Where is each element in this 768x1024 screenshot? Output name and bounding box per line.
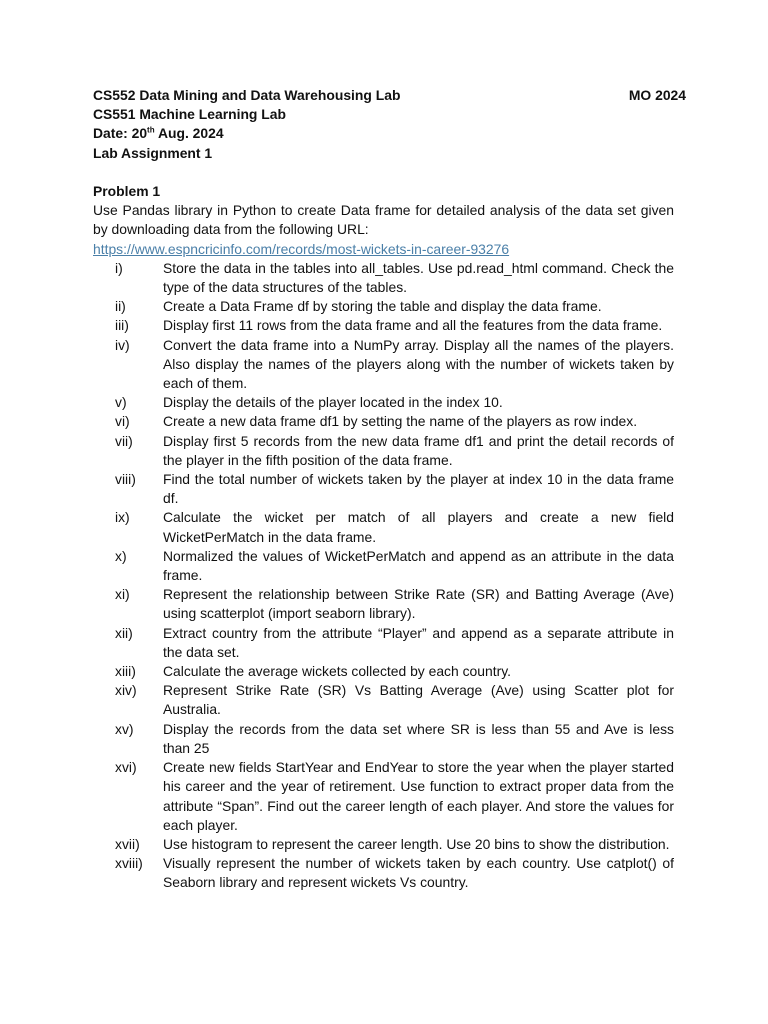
task-text: Normalized the values of WicketPerMatch and append as an attribute in the data frame. [163, 547, 674, 584]
task-item [93, 835, 674, 854]
task-text: Visually represent the number of wickets taken by each country. Use catplot() of Seaborn library and represent wickets Vs country. [163, 855, 674, 891]
task-text: Calculate the average wickets collected by each country. [163, 663, 511, 680]
task-item [93, 585, 674, 623]
problem-intro: Use Pandas library in Python to create Data frame for detailed analysis of the data set given by downloading data from the following URL: [93, 202, 674, 238]
task-item [93, 316, 674, 335]
task-list [93, 259, 674, 893]
task-item [93, 259, 674, 297]
assignment-date [93, 124, 674, 143]
task-text: Find the total number of wickets taken by the player at index 10 in the data frame df. [163, 471, 674, 507]
task-number: xiv) [115, 682, 137, 699]
task-number: xvi) [115, 759, 137, 776]
task-text: Store the data in the tables into all_tables. Use pd.read_html command. Check the type of the data structures of the tables. [163, 259, 674, 296]
task-item [93, 508, 674, 546]
task-item [93, 412, 674, 431]
task-number: v) [115, 394, 127, 411]
task-number: iii) [115, 317, 129, 334]
task-text: Create a Data Frame df by storing the table and display the data frame. [163, 298, 602, 315]
task-item [93, 470, 674, 508]
task-text: Create new fields StartYear and EndYear to store the year when the player started his career and the year of retirement. Use function to extract proper data from the attribute “Span”. Find out the career length of each player. And store the values for each player. [163, 759, 674, 833]
task-item [93, 662, 674, 681]
task-text: Use histogram to represent the career length. Use 20 bins to show the distribution. [163, 835, 670, 852]
task-number: iv) [115, 336, 130, 353]
task-item [93, 758, 674, 835]
task-text: Display first 5 records from the new data frame df1 and print the detail records of the player in the fifth position of the data frame. [163, 432, 674, 468]
url-line [93, 240, 674, 259]
task-text: Represent Strike Rate (SR) Vs Batting Average (Ave) using Scatter plot for Australia. [163, 682, 674, 718]
task-text: Convert the data frame into a NumPy array. Display all the names of the players. Also display the names of the players along with the number of wickets taken by each of them. [163, 336, 674, 392]
task-number: ii) [115, 298, 126, 315]
task-number: xv) [115, 720, 134, 737]
header-course-line [93, 86, 686, 105]
task-item [93, 432, 674, 470]
task-text: Display first 11 rows from the data frame and all the features from the data frame. [163, 317, 663, 334]
task-text: Display the records from the data set where SR is less than 55 and Ave is less than 25 [163, 720, 674, 756]
date-prefix: Date: 20 [93, 125, 148, 142]
task-number: vi) [115, 413, 130, 430]
task-number: ix) [115, 509, 130, 526]
task-number: xviii) [115, 855, 143, 872]
task-item [93, 624, 674, 662]
task-text: Create a new data frame df1 by setting the name of the players as row index. [163, 413, 638, 430]
course-title-cs551: CS551 Machine Learning Lab [93, 106, 286, 123]
task-number: xiii) [115, 663, 136, 680]
task-item [93, 854, 674, 892]
date-superscript: th [147, 125, 155, 135]
task-number: xvii) [115, 835, 140, 852]
problem-title: Problem 1 [93, 183, 161, 199]
dataset-url-link[interactable]: https://www.espncricinfo.com/records/most-wickets-in-career-93276 [93, 240, 510, 257]
task-number: viii) [115, 471, 136, 488]
task-item [93, 720, 674, 758]
task-item [93, 681, 674, 719]
task-item [93, 336, 674, 394]
session-label: MO 2024 [628, 87, 686, 103]
date-suffix: Aug. 2024 [154, 125, 224, 142]
task-number: xii) [115, 624, 133, 641]
task-number: x) [115, 547, 127, 564]
task-text: Calculate the wicket per match of all players and create a new field WicketPerMatch in the data frame. [163, 509, 674, 545]
assignment-title: Lab Assignment 1 [93, 144, 213, 161]
task-number: xi) [115, 586, 130, 603]
spacer [93, 163, 674, 182]
task-number: i) [115, 259, 123, 276]
task-number: vii) [115, 432, 133, 449]
task-item [93, 393, 674, 412]
task-item [93, 547, 674, 585]
course-title-cs552: CS552 Data Mining and Data Warehousing Lab [93, 87, 401, 103]
task-item [93, 297, 674, 316]
task-text: Represent the relationship between Strike Rate (SR) and Batting Average (Ave) using scatterplot (import seaborn library). [163, 586, 674, 622]
task-text: Display the details of the player located in the index 10. [163, 394, 503, 411]
task-text: Extract country from the attribute “Player” and append as a separate attribute in the data set. [163, 624, 674, 660]
